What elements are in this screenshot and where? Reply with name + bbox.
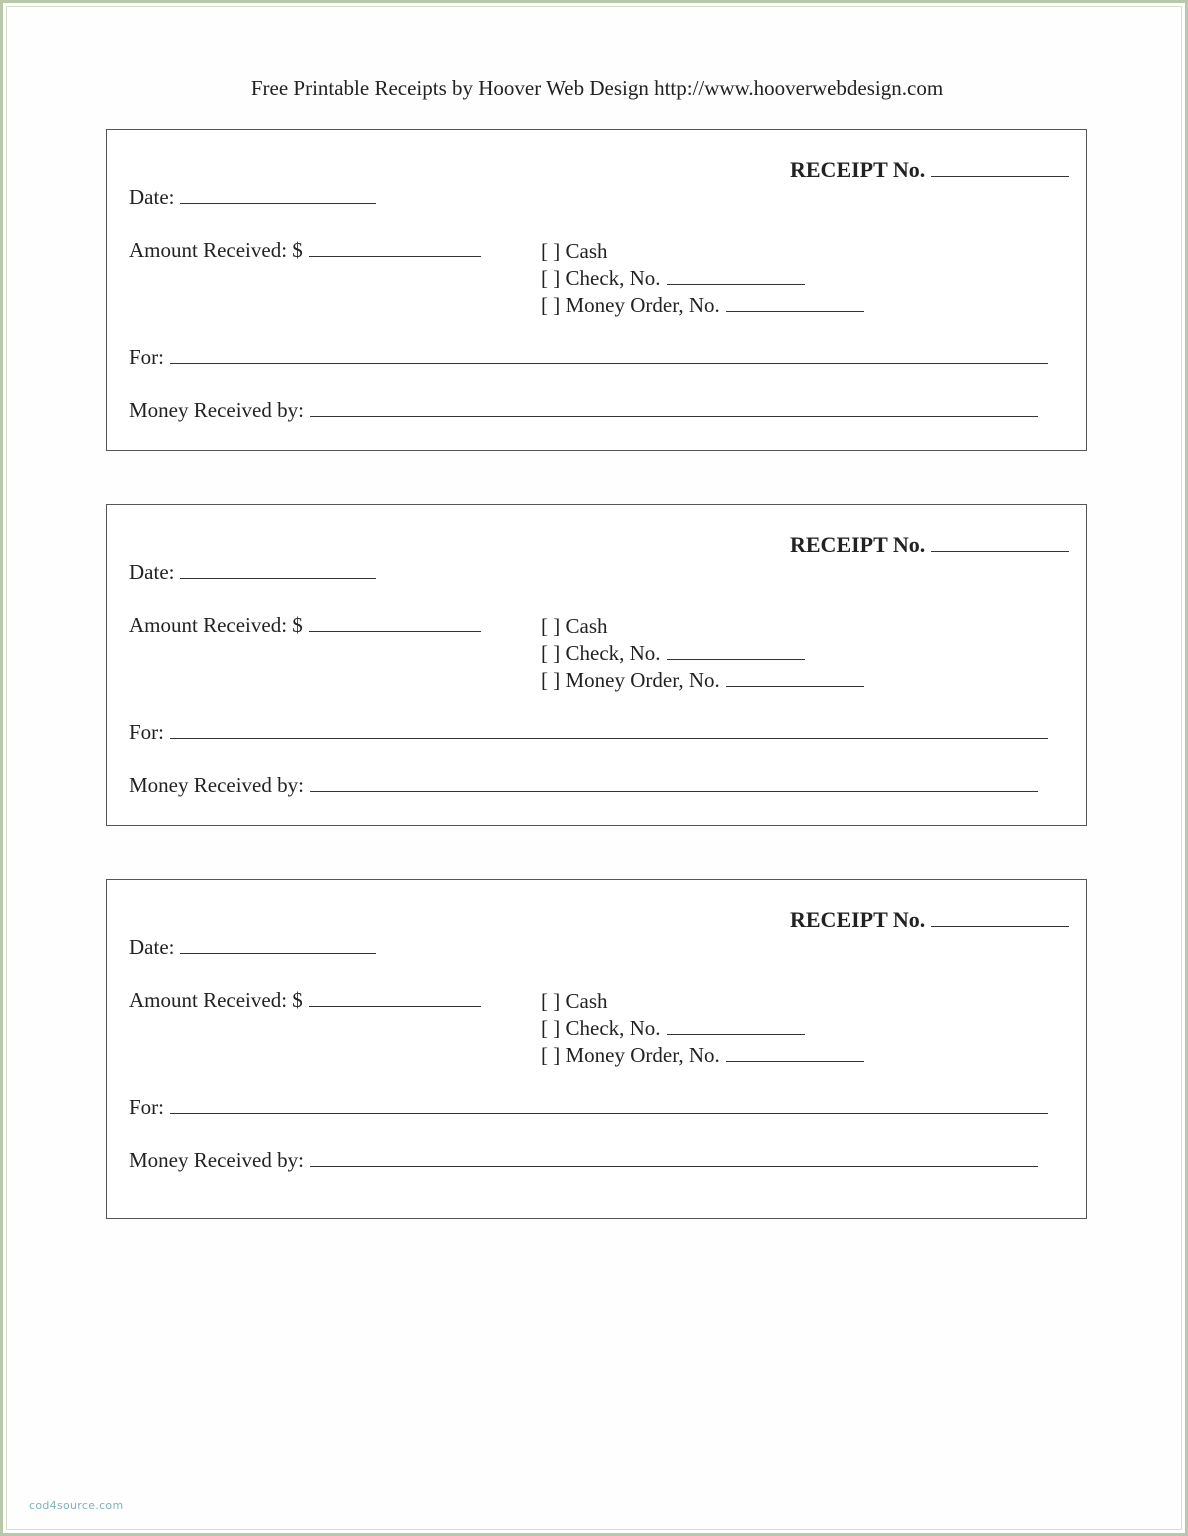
receipt-number-field [790,908,1069,932]
receipt-form-2 [106,504,1087,826]
date-label: Date: [129,935,175,959]
for-field [129,1095,1048,1119]
money-order-option-label: [ ] Money Order, No. [541,668,720,692]
check-number-blank[interactable] [667,641,805,660]
amount-field [129,988,481,1012]
check-option-label: [ ] Check, No. [541,1016,661,1040]
payment-option-cash[interactable] [541,238,864,265]
for-label: For: [129,1095,165,1119]
amount-label: Amount Received: $ [129,238,303,262]
cash-option-label: [ ] Cash [541,989,608,1013]
amount-label: Amount Received: $ [129,613,303,637]
amount-blank[interactable] [309,238,481,257]
source-watermark: cod4source.com [29,1499,124,1512]
cash-option-label: [ ] Cash [541,239,608,263]
money-order-option-label: [ ] Money Order, No. [541,1043,720,1067]
payment-options [541,988,864,1069]
money-order-number-blank[interactable] [726,1043,864,1062]
payment-option-money-order[interactable] [541,1042,864,1069]
received-by-blank[interactable] [310,1148,1038,1167]
received-by-blank[interactable] [310,398,1038,417]
date-field [129,935,376,959]
received-by-field [129,1148,1038,1172]
received-by-label: Money Received by: [129,398,304,422]
date-label: Date: [129,185,175,209]
receipt-number-label: RECEIPT No. [790,907,926,932]
received-by-label: Money Received by: [129,1148,304,1172]
received-by-blank[interactable] [310,773,1038,792]
amount-blank[interactable] [309,988,481,1007]
receipt-number-field [790,533,1069,557]
amount-label: Amount Received: $ [129,988,303,1012]
for-blank[interactable] [170,720,1048,739]
page-title: Free Printable Receipts by Hoover Web Design http://www.hooverwebdesign.com [250,76,944,100]
received-by-label: Money Received by: [129,773,304,797]
for-blank[interactable] [170,345,1048,364]
receipt-number-label: RECEIPT No. [790,157,926,182]
payment-option-cash[interactable] [541,613,864,640]
money-order-option-label: [ ] Money Order, No. [541,293,720,317]
for-field [129,345,1048,369]
received-by-field [129,773,1038,797]
payment-option-money-order[interactable] [541,667,864,694]
amount-field [129,238,481,262]
for-blank[interactable] [170,1095,1048,1114]
payment-options [541,238,864,319]
money-order-number-blank[interactable] [726,668,864,687]
date-field [129,185,376,209]
for-field [129,720,1048,744]
date-field [129,560,376,584]
payment-option-cash[interactable] [541,988,864,1015]
cash-option-label: [ ] Cash [541,614,608,638]
payment-option-check[interactable] [541,1015,864,1042]
date-label: Date: [129,560,175,584]
receipt-number-label: RECEIPT No. [790,532,926,557]
payment-options [541,613,864,694]
receipt-number-blank[interactable] [931,158,1069,177]
receipt-number-blank[interactable] [931,908,1069,927]
received-by-field [129,398,1038,422]
check-option-label: [ ] Check, No. [541,641,661,665]
receipt-number-blank[interactable] [931,533,1069,552]
payment-option-check[interactable] [541,640,864,667]
check-option-label: [ ] Check, No. [541,266,661,290]
receipt-form-1 [106,129,1087,451]
money-order-number-blank[interactable] [726,293,864,312]
receipt-number-field [790,158,1069,182]
check-number-blank[interactable] [667,1016,805,1035]
amount-blank[interactable] [309,613,481,632]
date-blank[interactable] [180,935,376,954]
payment-option-check[interactable] [541,265,864,292]
payment-option-money-order[interactable] [541,292,864,319]
for-label: For: [129,345,165,369]
check-number-blank[interactable] [667,266,805,285]
date-blank[interactable] [180,185,376,204]
amount-field [129,613,481,637]
date-blank[interactable] [180,560,376,579]
receipt-form-3 [106,879,1087,1219]
for-label: For: [129,720,165,744]
